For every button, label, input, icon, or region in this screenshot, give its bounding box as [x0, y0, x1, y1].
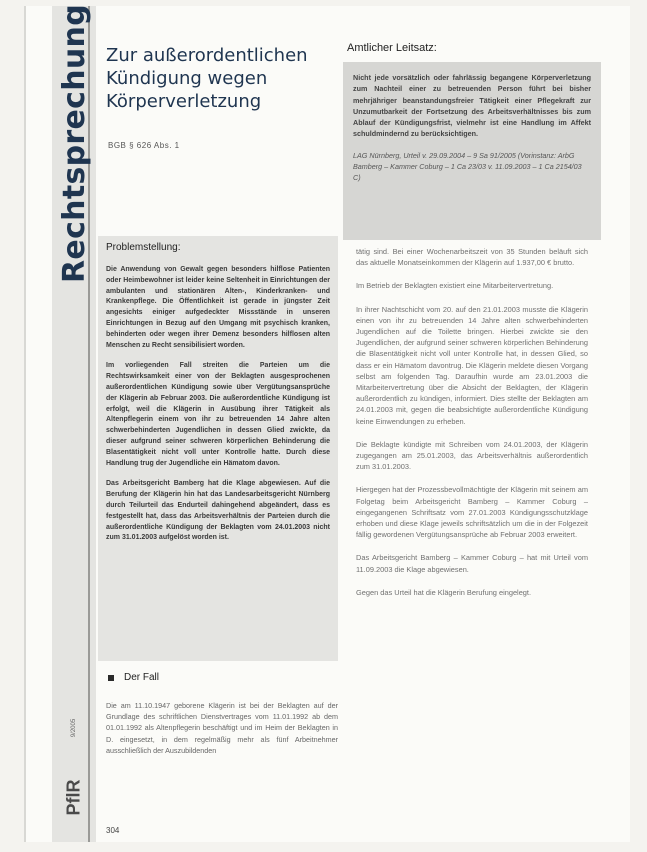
journal-logo: PflR — [63, 779, 84, 816]
legal-norm: BGB § 626 Abs. 1 — [108, 141, 180, 150]
body-paragraph: Im Betrieb der Beklagten existiert eine Mitarbeitervertretung. — [356, 281, 554, 291]
journal-issue: 9/2005 — [70, 718, 77, 738]
problem-paragraph: Das Arbeitsgericht Bamberg hat die Klage abgewiesen. Auf die Berufung der Klägerin hin hat das Landesarbeitsgericht Nürnberg durch Teilurteil das Endurteil dahingehend abgeändert, dass es festgestellt hat, dass das Arbeitsverhältnis der Parteien durch die außerordentliche Kündigung der Beklagten vom 24.01.2003 nicht zum 31.01.2003 aufgelöst worden ist. — [106, 480, 330, 542]
body-paragraph: Gegen das Urteil hat die Klägerin Berufung eingelegt. — [356, 587, 532, 597]
leitsatz-box — [343, 62, 601, 240]
body-paragraph: Das Arbeitsgericht Bamberg – Kammer Coburg – hat mit Urteil vom 11.09.2003 die Klage abgewiesen. — [356, 553, 588, 574]
article-title: Zur außerordentlichen Kündigung wegen Körperverletzung — [106, 45, 308, 112]
section-label-text: Rechtsprechung — [56, 3, 92, 283]
body-paragraph: Hiergegen hat der Prozessbevollmächtigte der Klägerin mit seinem am Folgetag beim Arbeitsgericht Bamberg – Kammer Coburg – eingegangenen Schriftsatz vom 27.01.2003 Kündigungsschutzklage erhoben und diese Klage jeweils schriftsätzlich um die in der Folgezeit fällig gewordenen Vergütungsansprüche ab Februar 2003 erweitert. — [356, 485, 588, 540]
body-paragraph: In ihrer Nachtschicht vom 20. auf den 21.01.2003 musste die Klägerin einen von ihr zu betreuenden 14 Jahre alten schwerbehinderten Jugendlichen auf die Toilette bringen. Hierbei zwickte sie den Jugendlichen, der aufgrund seiner schweren körperlichen Behinderung die Blasentätigkeit nicht voll unter Kontrolle hat, in dessen Glied, so dass er ein Hämatom davontrug. Die Klägerin meldete diesen Vorgang selbst am folgenden Tag. Daraufhin wurde am 23.01.2003 die Mitarbeitervertretung über die Absicht der Beklagten, der Klägerin außerordentlich zu kündigen, informiert. Dies stellte der Beklagten am 24.01.2003 mit, gegen die beabsichtigte außerordentliche Kündigung keine Einwendungen zu erheben. — [356, 304, 588, 426]
leitsatz-heading: Amtlicher Leitsatz: — [347, 42, 437, 54]
bullet-square-icon — [108, 675, 114, 681]
journal-brand — [58, 718, 90, 835]
leitsatz-text: Nicht jede vorsätzlich oder fahrlässig begangene Körperverletzung zum Nachteil einer zu betreuenden Person führt bei bisher mehrjähriger beanstandungsfreier Tätigkeit einer Pflegekraft zur Unzumutbarkeit der Fortsetzung des Arbeitsverhältnisses bis zum Ablauf der Kündigungsfrist, vielmehr ist eine Handlung im Affekt schuldmindernd zu berücksichtigen. — [353, 73, 591, 139]
problem-box — [98, 236, 338, 661]
fall-text: Die am 11.10.1947 geborene Klägerin ist bei der Beklagten auf der Grundlage des schriftlichen Dienstvertrages vom 11.01.1992 ab dem 01.01.1992 als Altenpflegerin beschäftigt und im Heim der Beklagten in D. eingesetzt, in dem regelmäßig mehr als fünf Arbeitnehmer ausschließlich der Auszubildenden — [106, 701, 338, 755]
body-paragraph: Die Beklagte kündigte mit Schreiben vom 24.01.2003, der Klägerin zugegangen am 25.01.2003, das Arbeitsverhältnis außerordentlich zum 31.01.2003. — [356, 439, 588, 472]
section-label — [54, 3, 94, 283]
fall-heading-text: Der Fall — [124, 672, 160, 683]
problem-paragraph: Im vorliegenden Fall streiten die Parteien um die Rechtswirksamkeit einer von der Beklagten ausgesprochenen außerordentlichen Kündigung sowie über Vergütungsansprüche der Klägerin ab Februar 2003. Die außerordentliche Kündigung ist erfolgt, weil die Klägerin in Ausübung ihrer Tätigkeit als Altenpflegerin einem von ihr zu betreuenden 14 Jahre alten schwerbehinderten Jugendlichen in dessen Glied zwickte, da dieser aufgrund seiner schweren körperlichen Behinderung die Blasentätigkeit nicht voll unter Kontrolle hatte. Durch diese Handlung trug der Jugendliche ein Hämatom davon. — [106, 362, 330, 467]
leitsatz-citation: LAG Nürnberg, Urteil v. 29.09.2004 – 9 Sa 91/2005 (Vorinstanz: ArbG Bamberg – Kammer Coburg – 1 Ca 23/03 v. 11.09.2003 – 1 Ca 2154/03 C) — [353, 150, 582, 183]
fall-heading — [108, 672, 159, 683]
page-number: 304 — [106, 826, 120, 835]
problem-paragraph: Die Anwendung von Gewalt gegen besonders hilflose Patienten oder Heimbewohner ist leider keine Seltenheit in Einrichtungen der ambulanten und stationären Alten-, Kinderkranken- und Krankenpflege. Die Öffentlichkeit ist gerade in jüngster Zeit angesichts einiger aufgedeckter Missstände in unseren Einrichtungen in Bezug auf den Umgang mit psychisch kranken, behinderten oder wegen ihrer Demenz besonders hilflosen alten Menschen zu Recht sensibilisiert worden. — [106, 266, 330, 349]
right-column — [356, 246, 588, 610]
body-paragraph: tätig sind. Bei einer Wochenarbeitszeit von 35 Stunden beläuft sich das aktuelle Monatseinkommen der Klägerin auf 1.937,00 € brutto. — [356, 247, 588, 268]
problem-heading: Problemstellung: — [106, 242, 181, 253]
